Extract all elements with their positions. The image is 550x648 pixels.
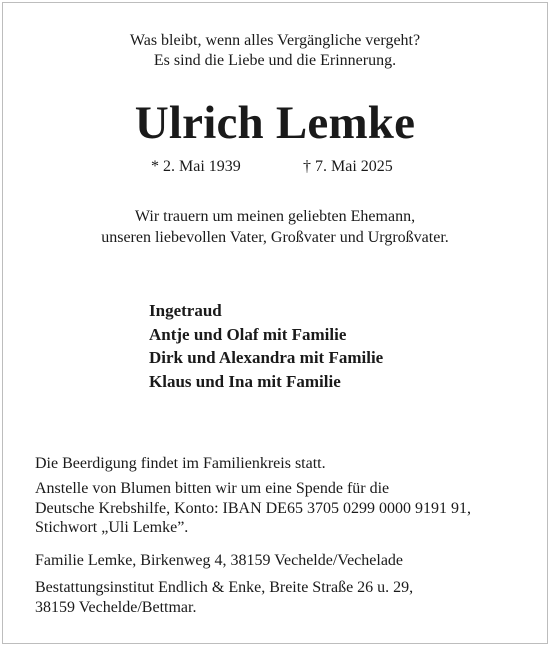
funeral-info: Die Beerdigung findet im Familienkreis statt.: [35, 455, 326, 472]
mourning-line-2: unseren liebevollen Vater, Großvater und Urgroßvater.: [101, 229, 449, 246]
bereaved-family: [149, 299, 383, 393]
quote: [3, 31, 547, 71]
death-date: † 7. Mai 2025: [303, 158, 393, 175]
family-member: Dirk und Alexandra mit Familie: [149, 348, 384, 367]
life-dates: [3, 157, 547, 177]
donation-line: Stichwort „Uli Lemke”.: [35, 519, 189, 536]
donation-info: [35, 479, 471, 538]
undertaker-info: [35, 578, 413, 617]
donation-line: Anstelle von Blumen bitten wir um eine Spende für die: [35, 480, 390, 497]
deceased-name: Ulrich Lemke: [134, 97, 416, 149]
family-member: Antje und Olaf mit Familie: [149, 324, 347, 344]
mourning-text: [3, 206, 547, 248]
family-address: Familie Lemke, Birkenweg 4, 38159 Vechelde/Vechelade: [35, 552, 404, 569]
undertaker-line: Bestattungsinstitut Endlich & Enke, Breite Straße 26 u. 29,: [35, 579, 414, 596]
quote-line-1: Was bleibt, wenn alles Vergängliche vergeht?: [129, 32, 421, 49]
family-member: Ingetraud: [149, 301, 222, 320]
quote-line-2: Es sind die Liebe und die Erinnerung.: [153, 52, 397, 69]
family-member: Klaus und Ina mit Familie: [149, 371, 341, 391]
mourning-line-1: Wir trauern um meinen geliebten Ehemann,: [134, 208, 416, 225]
birth-date: * 2. Mai 1939: [151, 158, 241, 175]
undertaker-line: 38159 Vechelde/Bettmar.: [35, 598, 197, 616]
obituary-notice: [2, 2, 548, 644]
donation-line: Deutsche Krebshilfe, Konto: IBAN DE65 3705 0299 0000 9191 91,: [35, 499, 471, 517]
